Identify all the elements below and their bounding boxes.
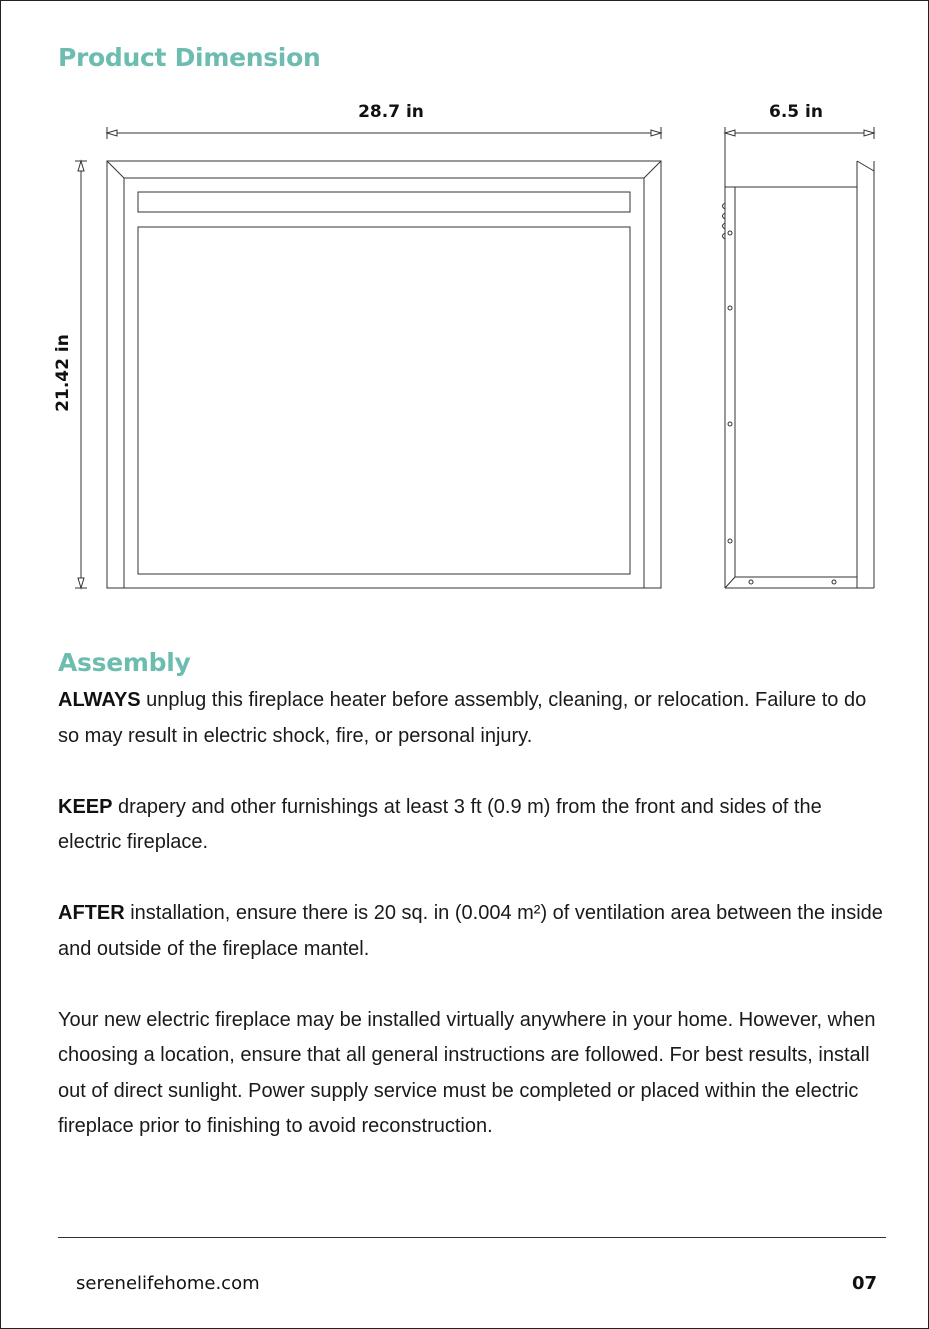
keyword-keep: KEEP [58, 795, 113, 818]
paragraph-text: installation, ensure there is 20 sq. in (0.004 m²) of ventilation area between the inside and outside of the fireplace mantel. [58, 902, 883, 960]
assembly-paragraph-general: Your new electric fireplace may be installed virtually anywhere in your home. However, when choosing a location, ensure that all general instructions are followed. For best results, install out of direct sunlight. Power supply service must be completed or placed within the electric fireplace prior to finishing to avoid reconstruction. [58, 1008, 876, 1137]
section-title-assembly: Assembly [58, 648, 191, 677]
assembly-paragraph-after [58, 896, 888, 967]
section-title-product-dimension: Product Dimension [58, 43, 321, 72]
page-number: 07 [851, 1273, 877, 1294]
front-view [107, 161, 661, 588]
paragraph-text: unplug this fireplace heater before assembly, cleaning, or relocation. Failure to do so may result in electric shock, fire, or personal injury. [58, 689, 867, 747]
side-view [723, 133, 875, 588]
height-dimension-label: 21.42 in [53, 334, 73, 412]
fireplace-dimension-drawing [1, 1, 928, 621]
width-dimension-label: 28.7 in [358, 102, 424, 122]
keyword-after: AFTER [58, 902, 125, 924]
assembly-instructions [58, 683, 888, 1180]
footer-website: serenelifehome.com [76, 1273, 260, 1294]
assembly-paragraph-keep [58, 790, 888, 861]
depth-dimension-label: 6.5 in [769, 102, 823, 122]
assembly-paragraph-always [58, 683, 888, 754]
keyword-always: ALWAYS [58, 689, 141, 711]
footer-divider [58, 1237, 886, 1238]
paragraph-text: drapery and other furnishings at least 3 ft (0.9 m) from the front and sides of the electric fireplace. [58, 795, 822, 853]
